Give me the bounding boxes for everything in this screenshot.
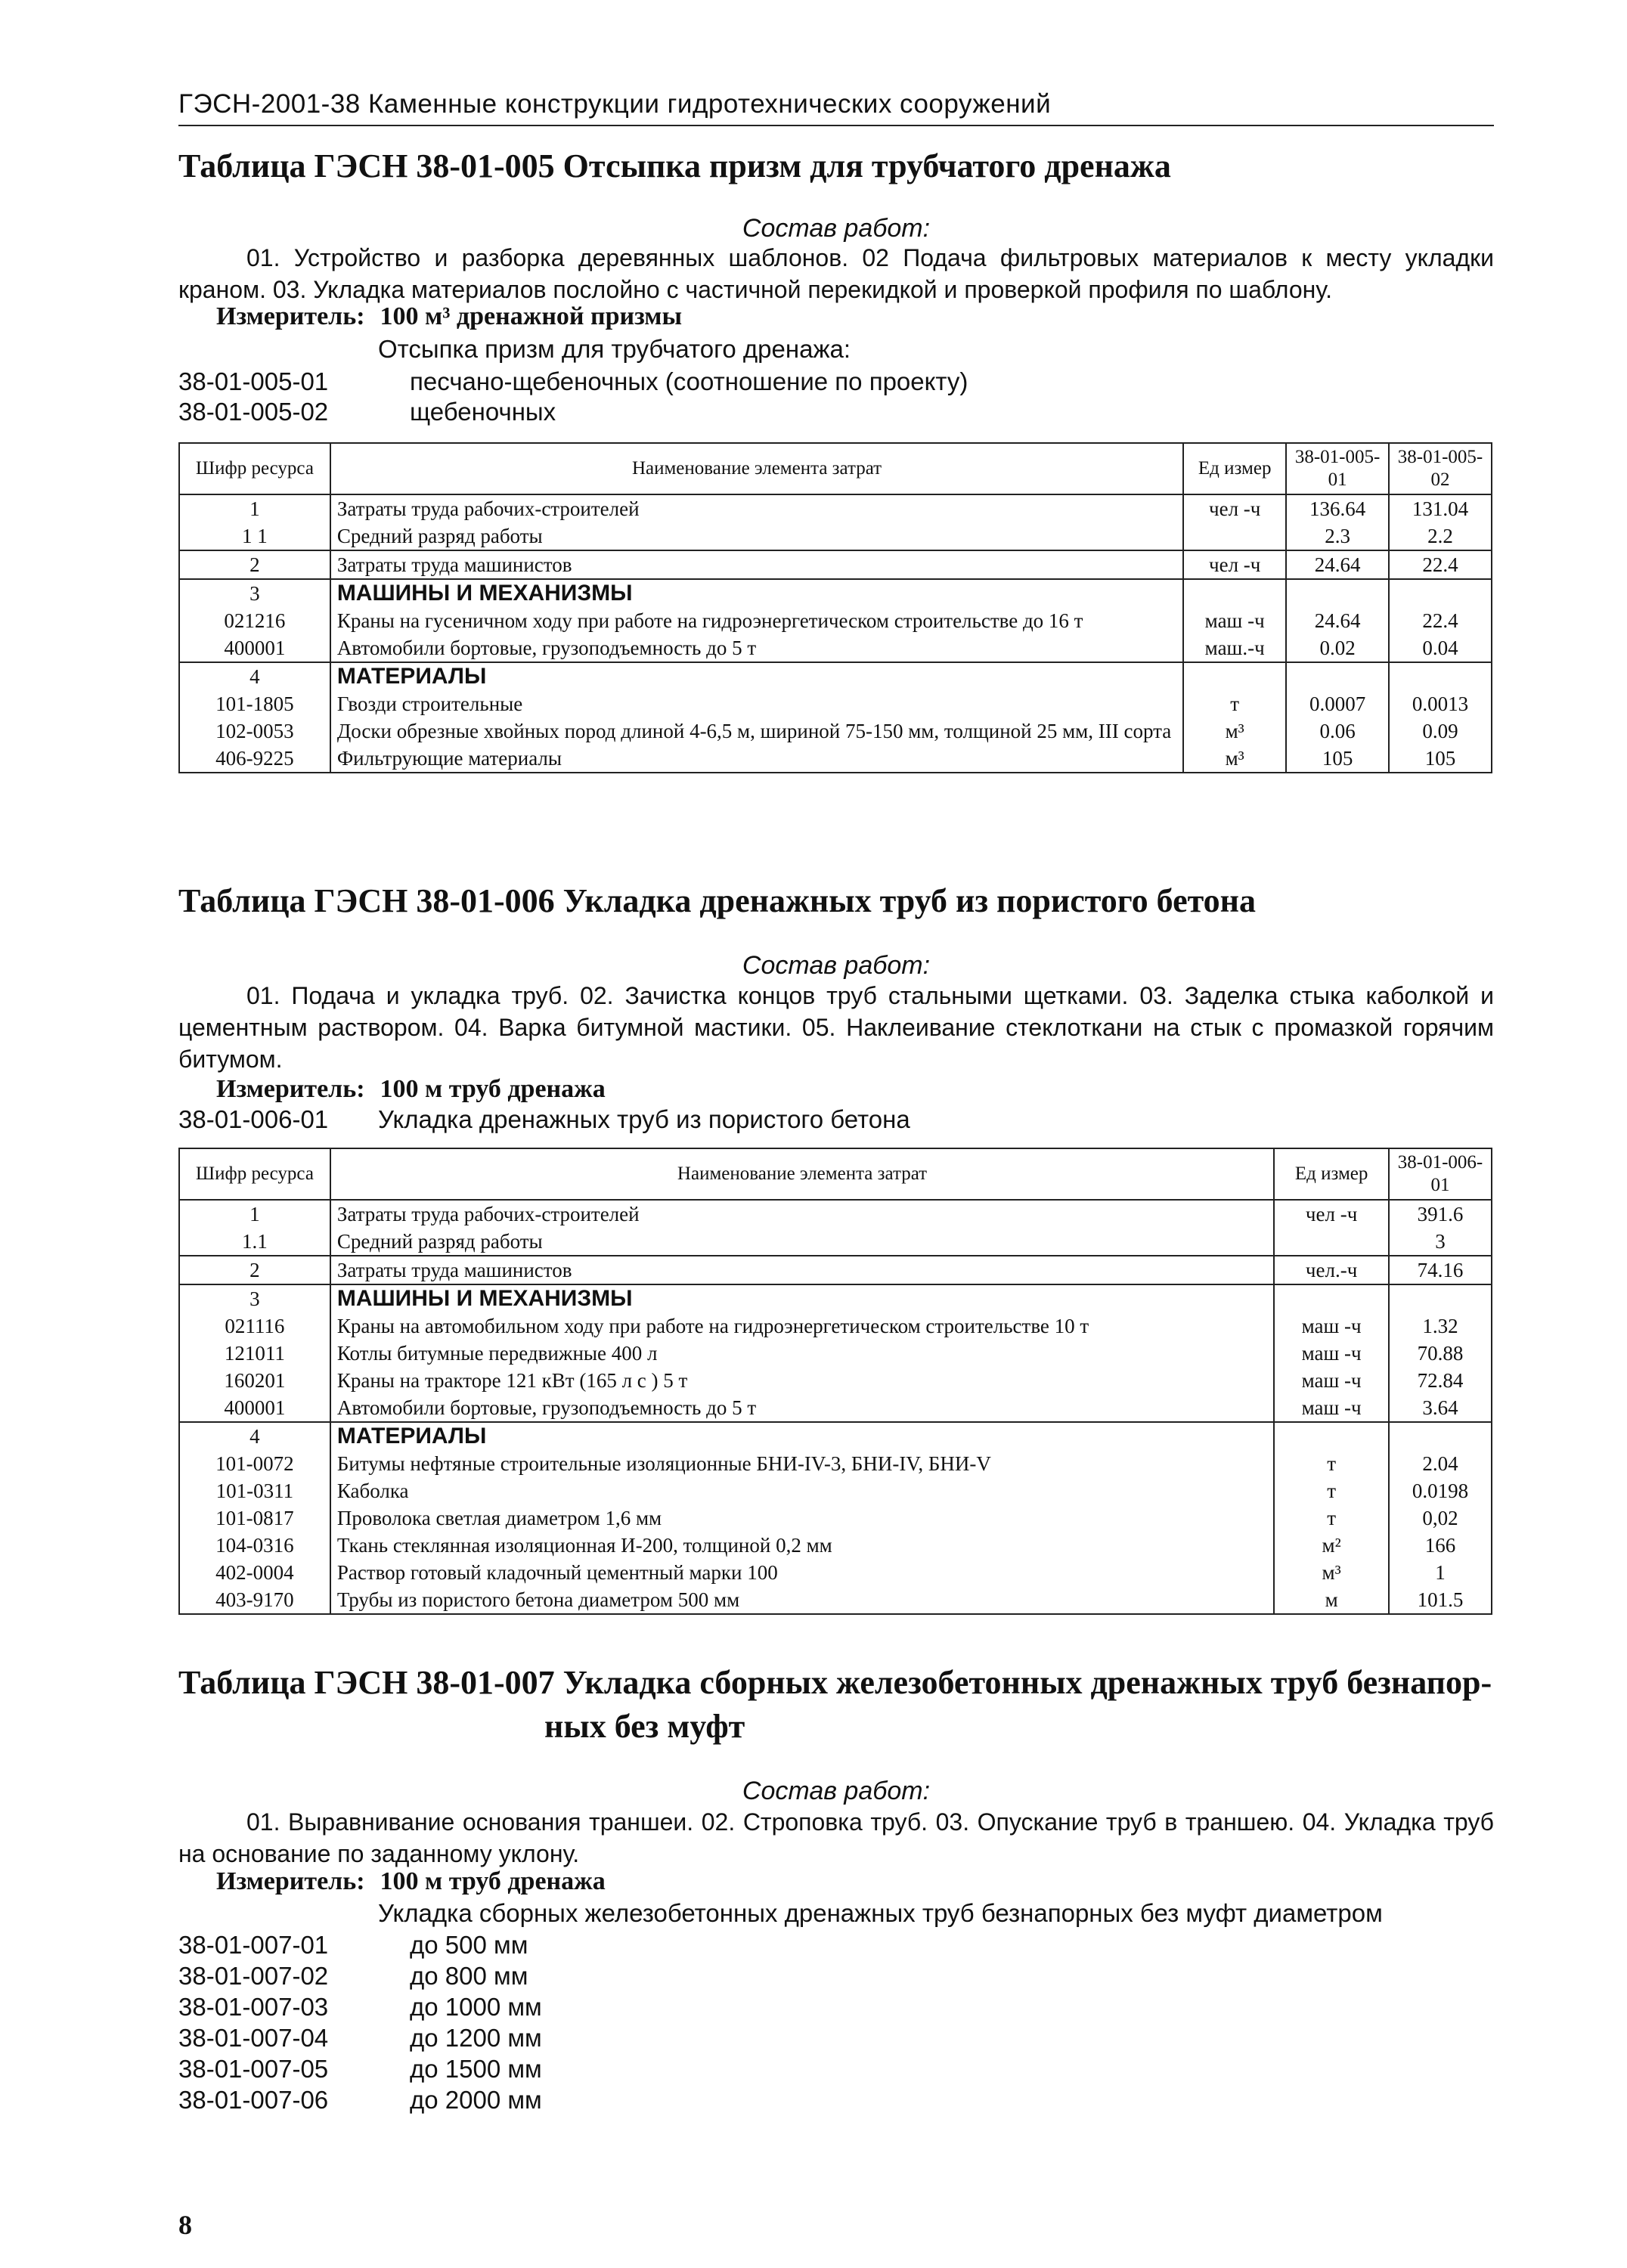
cell-unit: маш -ч <box>1274 1340 1389 1367</box>
cell-code: 101-0311 <box>179 1477 330 1504</box>
rate-description: до 800 мм <box>410 1962 528 1990</box>
header-unit: Ед измер <box>1183 443 1286 494</box>
table-row <box>179 1532 1492 1559</box>
cell-code: 400001 <box>179 634 330 662</box>
cell-value-1: 0.02 <box>1286 634 1389 662</box>
cell-name: Гвозди строительные <box>330 690 1183 717</box>
rate-description: до 1000 мм <box>410 1993 542 2021</box>
table-row <box>179 1200 1492 1228</box>
cell-value-1 <box>1389 1422 1492 1450</box>
code-row <box>178 1962 528 1991</box>
cell-unit: маш -ч <box>1183 607 1286 634</box>
measure-line <box>216 1867 606 1896</box>
cell-value-1 <box>1286 662 1389 690</box>
table-row <box>179 550 1492 579</box>
table-row <box>179 1367 1492 1394</box>
cell-code: 101-0072 <box>179 1450 330 1477</box>
code-row <box>178 2024 542 2053</box>
cell-unit: м² <box>1274 1532 1389 1559</box>
cell-code: 121011 <box>179 1340 330 1367</box>
header-rule <box>178 125 1494 126</box>
cell-code: 403-9170 <box>179 1586 330 1614</box>
section-title-38-01-007-continued: ных без муфт <box>544 1708 745 1745</box>
header-unit: Ед измер <box>1274 1148 1389 1200</box>
cell-code: 104-0316 <box>179 1532 330 1559</box>
cell-code: 1 <box>179 494 330 522</box>
code-row <box>178 1931 528 1960</box>
cell-code: 1.1 <box>179 1228 330 1256</box>
table-row <box>179 1312 1492 1340</box>
rate-code: 38-01-006-01 <box>178 1105 329 1133</box>
cell-name: МАТЕРИАЛЫ <box>330 662 1183 690</box>
cell-unit <box>1274 1228 1389 1256</box>
cell-name: Затраты труда машинистов <box>330 1256 1274 1284</box>
code-row <box>178 367 968 396</box>
page-number: 8 <box>178 2210 192 2240</box>
cell-value-1: 136.64 <box>1286 494 1389 522</box>
cell-code: 021116 <box>179 1312 330 1340</box>
cell-unit: т <box>1274 1450 1389 1477</box>
cost-table-38-01-006 <box>178 1148 1492 1615</box>
cell-code: 160201 <box>179 1367 330 1394</box>
cell-name: МАШИНЫ И МЕХАНИЗМЫ <box>330 579 1183 607</box>
composition-text: 01. Выравнивание основания траншеи. 02. Строповка труб. 03. Опускание труб в траншею. 04. Укладка труб на основание по заданному уклону. <box>178 1808 1494 1867</box>
cell-code: 4 <box>179 1422 330 1450</box>
cell-value-2: 2.2 <box>1389 522 1492 550</box>
cell-value-1: 72.84 <box>1389 1367 1492 1394</box>
table-header-row <box>179 443 1492 494</box>
cell-value-1 <box>1286 579 1389 607</box>
cell-unit <box>1274 1422 1389 1450</box>
cell-unit: м <box>1274 1586 1389 1614</box>
rate-code: 38-01-005-01 <box>178 367 329 395</box>
cell-name: Средний разряд работы <box>330 1228 1274 1256</box>
measure-value: 100 м труб дренажа <box>380 1075 606 1103</box>
composition-label: Состав работ: <box>742 951 931 980</box>
table-row <box>179 690 1492 717</box>
table-row <box>179 1586 1492 1614</box>
cell-name: Средний разряд работы <box>330 522 1183 550</box>
cell-value-1: 3 <box>1389 1228 1492 1256</box>
cell-value-1: 70.88 <box>1389 1340 1492 1367</box>
code-row <box>178 1105 910 1134</box>
table-row <box>179 1559 1492 1586</box>
table-row <box>179 1284 1492 1312</box>
table-row <box>179 1394 1492 1422</box>
header-name: Наименование элемента затрат <box>330 443 1183 494</box>
cell-unit: чел -ч <box>1274 1200 1389 1228</box>
measure-value: 100 м труб дренажа <box>380 1867 606 1895</box>
cell-code: 1 <box>179 1200 330 1228</box>
header-rate-1: 38-01-005-01 <box>1286 443 1389 494</box>
cell-name: Автомобили бортовые, грузоподъемность до 5 т <box>330 1394 1274 1422</box>
measure-label: Измеритель: <box>216 1867 365 1895</box>
cell-name: Трубы из пористого бетона диаметром 500 мм <box>330 1586 1274 1614</box>
table-header-row <box>179 1148 1492 1200</box>
section-title-38-01-006: Таблица ГЭСН 38-01-006 Укладка дренажных труб из пористого бетона <box>178 882 1257 919</box>
cell-unit: маш -ч <box>1274 1312 1389 1340</box>
cell-code: 101-0817 <box>179 1504 330 1532</box>
rate-code: 38-01-007-06 <box>178 2086 329 2114</box>
cell-name: Битумы нефтяные строительные изоляционные БНИ-IV-3, БНИ-IV, БНИ-V <box>330 1450 1274 1477</box>
cell-value-1: 2.3 <box>1286 522 1389 550</box>
cell-value-1: 0,02 <box>1389 1504 1492 1532</box>
table-row <box>179 522 1492 550</box>
cell-code: 102-0053 <box>179 717 330 745</box>
code-row <box>178 1993 542 2022</box>
cell-value-2 <box>1389 579 1492 607</box>
table-row <box>179 1504 1492 1532</box>
composition-label: Состав работ: <box>742 1777 931 1805</box>
cell-value-2: 0.0013 <box>1389 690 1492 717</box>
rate-code: 38-01-007-02 <box>178 1962 329 1990</box>
measure-line <box>216 1075 606 1104</box>
cell-unit: м³ <box>1183 745 1286 773</box>
cell-unit: т <box>1274 1504 1389 1532</box>
cell-code: 406-9225 <box>179 745 330 773</box>
cell-value-1: 105 <box>1286 745 1389 773</box>
table-row <box>179 662 1492 690</box>
cell-code: 3 <box>179 579 330 607</box>
cell-name: Затраты труда рабочих-строителей <box>330 1200 1274 1228</box>
cell-code: 2 <box>179 550 330 579</box>
cell-name: МАТЕРИАЛЫ <box>330 1422 1274 1450</box>
cell-unit: т <box>1274 1477 1389 1504</box>
measure-line <box>216 302 682 331</box>
table-row <box>179 607 1492 634</box>
cell-value-1: 2.04 <box>1389 1450 1492 1477</box>
rate-description: Укладка дренажных труб из пористого бетона <box>378 1105 910 1133</box>
cell-unit <box>1274 1284 1389 1312</box>
table-row <box>179 579 1492 607</box>
cell-unit: чел -ч <box>1183 550 1286 579</box>
cost-table-38-01-005 <box>178 442 1492 773</box>
cell-unit <box>1183 662 1286 690</box>
cell-value-1: 24.64 <box>1286 607 1389 634</box>
code-row <box>178 398 556 426</box>
cell-value-2: 0.04 <box>1389 634 1492 662</box>
rate-description: щебеночных <box>410 398 556 426</box>
cell-value-2: 131.04 <box>1389 494 1492 522</box>
rate-code: 38-01-007-01 <box>178 1931 329 1959</box>
cell-code: 1 1 <box>179 522 330 550</box>
table-row <box>179 634 1492 662</box>
table-row <box>179 1450 1492 1477</box>
cell-unit: чел -ч <box>1183 494 1286 522</box>
cell-value-1: 101.5 <box>1389 1586 1492 1614</box>
cell-name: Краны на тракторе 121 кВт (165 л с ) 5 т <box>330 1367 1274 1394</box>
cell-unit: маш -ч <box>1274 1394 1389 1422</box>
header-code: Шифр ресурса <box>179 1148 330 1200</box>
header-code: Шифр ресурса <box>179 443 330 494</box>
rate-description: песчано-щебеночных (соотношение по проекту) <box>410 367 968 395</box>
table-row <box>179 1340 1492 1367</box>
cell-name: МАШИНЫ И МЕХАНИЗМЫ <box>330 1284 1274 1312</box>
cell-code: 2 <box>179 1256 330 1284</box>
code-row <box>178 2086 542 2115</box>
cell-unit: т <box>1183 690 1286 717</box>
rate-description: до 1200 мм <box>410 2024 542 2052</box>
cell-value-2: 22.4 <box>1389 550 1492 579</box>
cell-code: 400001 <box>179 1394 330 1422</box>
cell-value-1 <box>1389 1284 1492 1312</box>
cell-name: Раствор готовый кладочный цементный марки 100 <box>330 1559 1274 1586</box>
cell-unit: маш -ч <box>1274 1367 1389 1394</box>
cell-code: 402-0004 <box>179 1559 330 1586</box>
composition-text: 01. Устройство и разборка деревянных шаблонов. 02 Подача фильтровых материалов к месту укладки краном. 03. Укладка материалов послойно с частичной перекидкой и проверкой профиля по шаблону. <box>178 244 1494 303</box>
cell-value-1: 1.32 <box>1389 1312 1492 1340</box>
rate-code: 38-01-005-02 <box>178 398 329 426</box>
cell-code: 021216 <box>179 607 330 634</box>
cell-name: Ткань стеклянная изоляционная И-200, толщиной 0,2 мм <box>330 1532 1274 1559</box>
header-rate-2: 38-01-005-02 <box>1389 443 1492 494</box>
rate-description: до 500 мм <box>410 1931 528 1959</box>
cell-unit: чел.-ч <box>1274 1256 1389 1284</box>
cell-value-1: 0.0198 <box>1389 1477 1492 1504</box>
cell-name: Каболка <box>330 1477 1274 1504</box>
rate-code: 38-01-007-05 <box>178 2055 329 2083</box>
measure-label: Измеритель: <box>216 302 365 330</box>
header-name: Наименование элемента затрат <box>330 1148 1274 1200</box>
cell-value-2 <box>1389 662 1492 690</box>
group-heading: Отсыпка призм для трубчатого дренажа: <box>378 335 851 363</box>
cell-value-1: 0.06 <box>1286 717 1389 745</box>
table-row <box>179 1256 1492 1284</box>
cell-unit: м³ <box>1274 1559 1389 1586</box>
cell-value-2: 22.4 <box>1389 607 1492 634</box>
cell-value-1: 3.64 <box>1389 1394 1492 1422</box>
rate-code: 38-01-007-04 <box>178 2024 329 2052</box>
cell-value-1: 24.64 <box>1286 550 1389 579</box>
cell-unit: маш.-ч <box>1183 634 1286 662</box>
cell-value-1: 166 <box>1389 1532 1492 1559</box>
header-rate-1: 38-01-006-01 <box>1389 1148 1492 1200</box>
section-title-38-01-005: Таблица ГЭСН 38-01-005 Отсыпка призм для трубчатого дренажа <box>178 147 1171 184</box>
cell-value-1: 391.6 <box>1389 1200 1492 1228</box>
cell-name: Фильтрующие материалы <box>330 745 1183 773</box>
cell-value-2: 0.09 <box>1389 717 1492 745</box>
composition-label: Состав работ: <box>742 214 931 243</box>
cell-name: Доски обрезные хвойных пород длиной 4-6,5 м, шириной 75-150 мм, толщиной 25 мм, III сорта <box>330 717 1183 745</box>
cell-unit <box>1183 579 1286 607</box>
table-row <box>179 1422 1492 1450</box>
cell-name: Краны на автомобильном ходу при работе на гидроэнергетическом строительстве 10 т <box>330 1312 1274 1340</box>
cell-unit <box>1183 522 1286 550</box>
cell-value-1: 0.0007 <box>1286 690 1389 717</box>
cell-name: Котлы битумные передвижные 400 л <box>330 1340 1274 1367</box>
cell-name: Затраты труда машинистов <box>330 550 1183 579</box>
cell-code: 3 <box>179 1284 330 1312</box>
cell-unit: м³ <box>1183 717 1286 745</box>
cell-name: Автомобили бортовые, грузоподъемность до 5 т <box>330 634 1183 662</box>
cell-code: 101-1805 <box>179 690 330 717</box>
table-row <box>179 745 1492 773</box>
cell-value-1: 1 <box>1389 1559 1492 1586</box>
table-row <box>179 717 1492 745</box>
cell-value-2: 105 <box>1389 745 1492 773</box>
group-heading: Укладка сборных железобетонных дренажных труб безнапорных без муфт диаметром <box>378 1899 1383 1927</box>
rate-description: до 1500 мм <box>410 2055 542 2083</box>
composition-text: 01. Подача и укладка труб. 02. Зачистка концов труб стальными щетками. 03. Заделка стыка каболкой и цементным раствором. 04. Варка битумной мастики. 05. Наклеивание стеклоткани на стык с промазкой горячим битумом. <box>178 982 1494 1073</box>
measure-label: Измеритель: <box>216 1075 365 1103</box>
cell-name: Затраты труда рабочих-строителей <box>330 494 1183 522</box>
table-row <box>179 1228 1492 1256</box>
table-row <box>179 1477 1492 1504</box>
cell-name: Краны на гусеничном ходу при работе на гидроэнергетическом строительстве до 16 т <box>330 607 1183 634</box>
rate-description: до 2000 мм <box>410 2086 542 2114</box>
rate-code: 38-01-007-03 <box>178 1993 329 2021</box>
section-title-38-01-007: Таблица ГЭСН 38-01-007 Укладка сборных железобетонных дренажных труб безнапор- <box>178 1664 1492 1701</box>
cell-name: Проволока светлая диаметром 1,6 мм <box>330 1504 1274 1532</box>
measure-value: 100 м³ дренажной призмы <box>380 302 682 330</box>
table-row <box>179 494 1492 522</box>
running-header: ГЭСН-2001-38 Каменные конструкции гидротехнических сооружений <box>178 89 1052 119</box>
cell-value-1: 74.16 <box>1389 1256 1492 1284</box>
code-row <box>178 2055 542 2084</box>
cell-code: 4 <box>179 662 330 690</box>
